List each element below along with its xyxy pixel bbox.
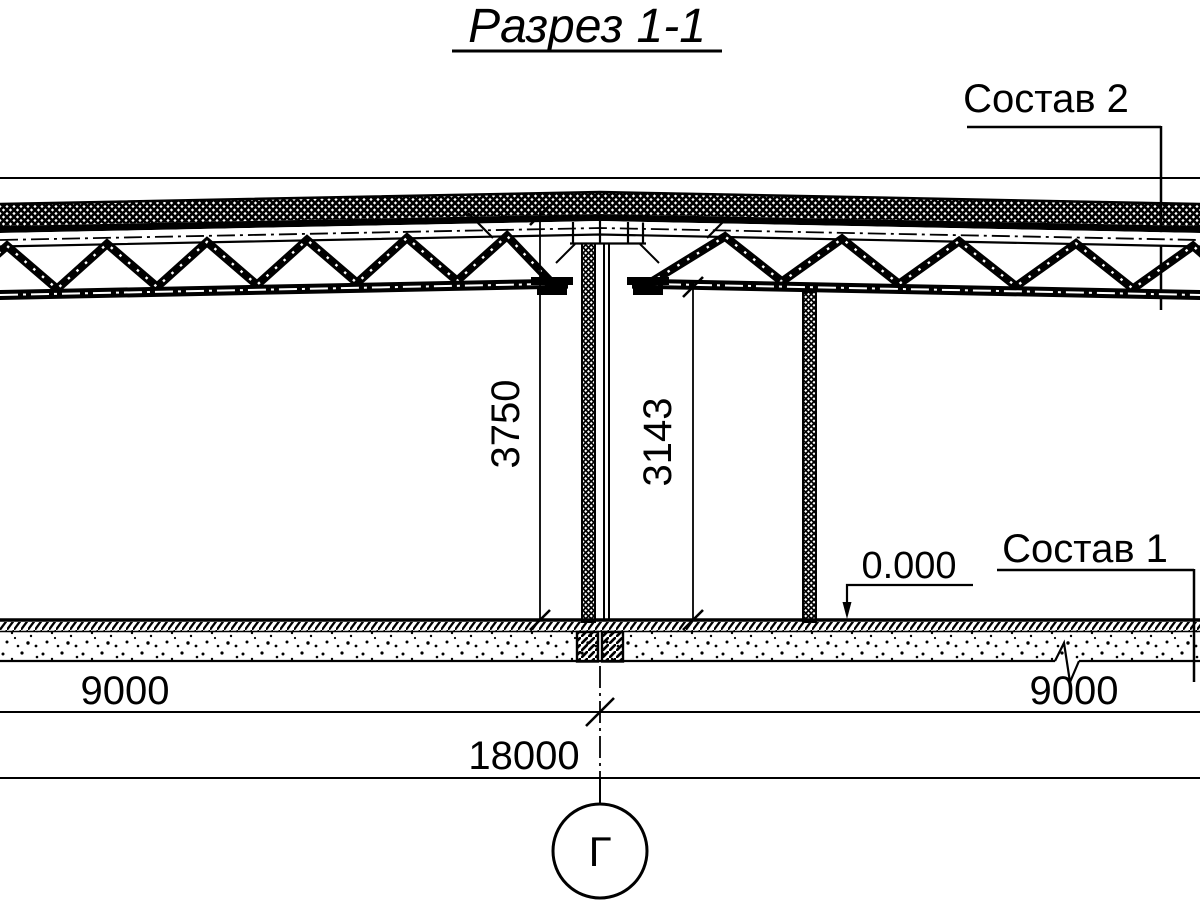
column-right	[803, 292, 816, 622]
bearing-plate-right	[627, 277, 669, 285]
dim-clear-height	[636, 277, 703, 630]
total-span-value: 18000	[468, 734, 580, 778]
floor-composition-label: Состав 1	[1002, 527, 1168, 571]
axis-marker	[553, 666, 647, 898]
level-mark	[843, 545, 974, 619]
callout-roof-composition	[963, 77, 1161, 310]
ridge-height-value: 3750	[484, 379, 528, 469]
title-text: Разрез 1-1	[468, 0, 706, 53]
column-center-hatched-panel	[582, 244, 595, 623]
bearing-plate-left	[531, 277, 573, 285]
floor-concrete-layer	[0, 632, 1200, 660]
column-center	[582, 244, 609, 623]
roof-composition-label: Состав 2	[963, 77, 1129, 121]
floor-screed-layer	[0, 622, 1200, 631]
dim-ridge-height	[484, 205, 550, 630]
clear-height-value: 3143	[636, 397, 680, 487]
level-value: 0.000	[861, 545, 957, 587]
truss-right	[632, 237, 1200, 301]
left-span-value: 9000	[80, 669, 170, 713]
bearing-pad-right	[633, 288, 663, 295]
drawing-title	[452, 0, 722, 53]
bearing-pad-left	[537, 288, 567, 295]
right-span-value: 9000	[1029, 669, 1119, 713]
level-arrow	[843, 602, 852, 619]
axis-label: Г	[588, 828, 612, 875]
